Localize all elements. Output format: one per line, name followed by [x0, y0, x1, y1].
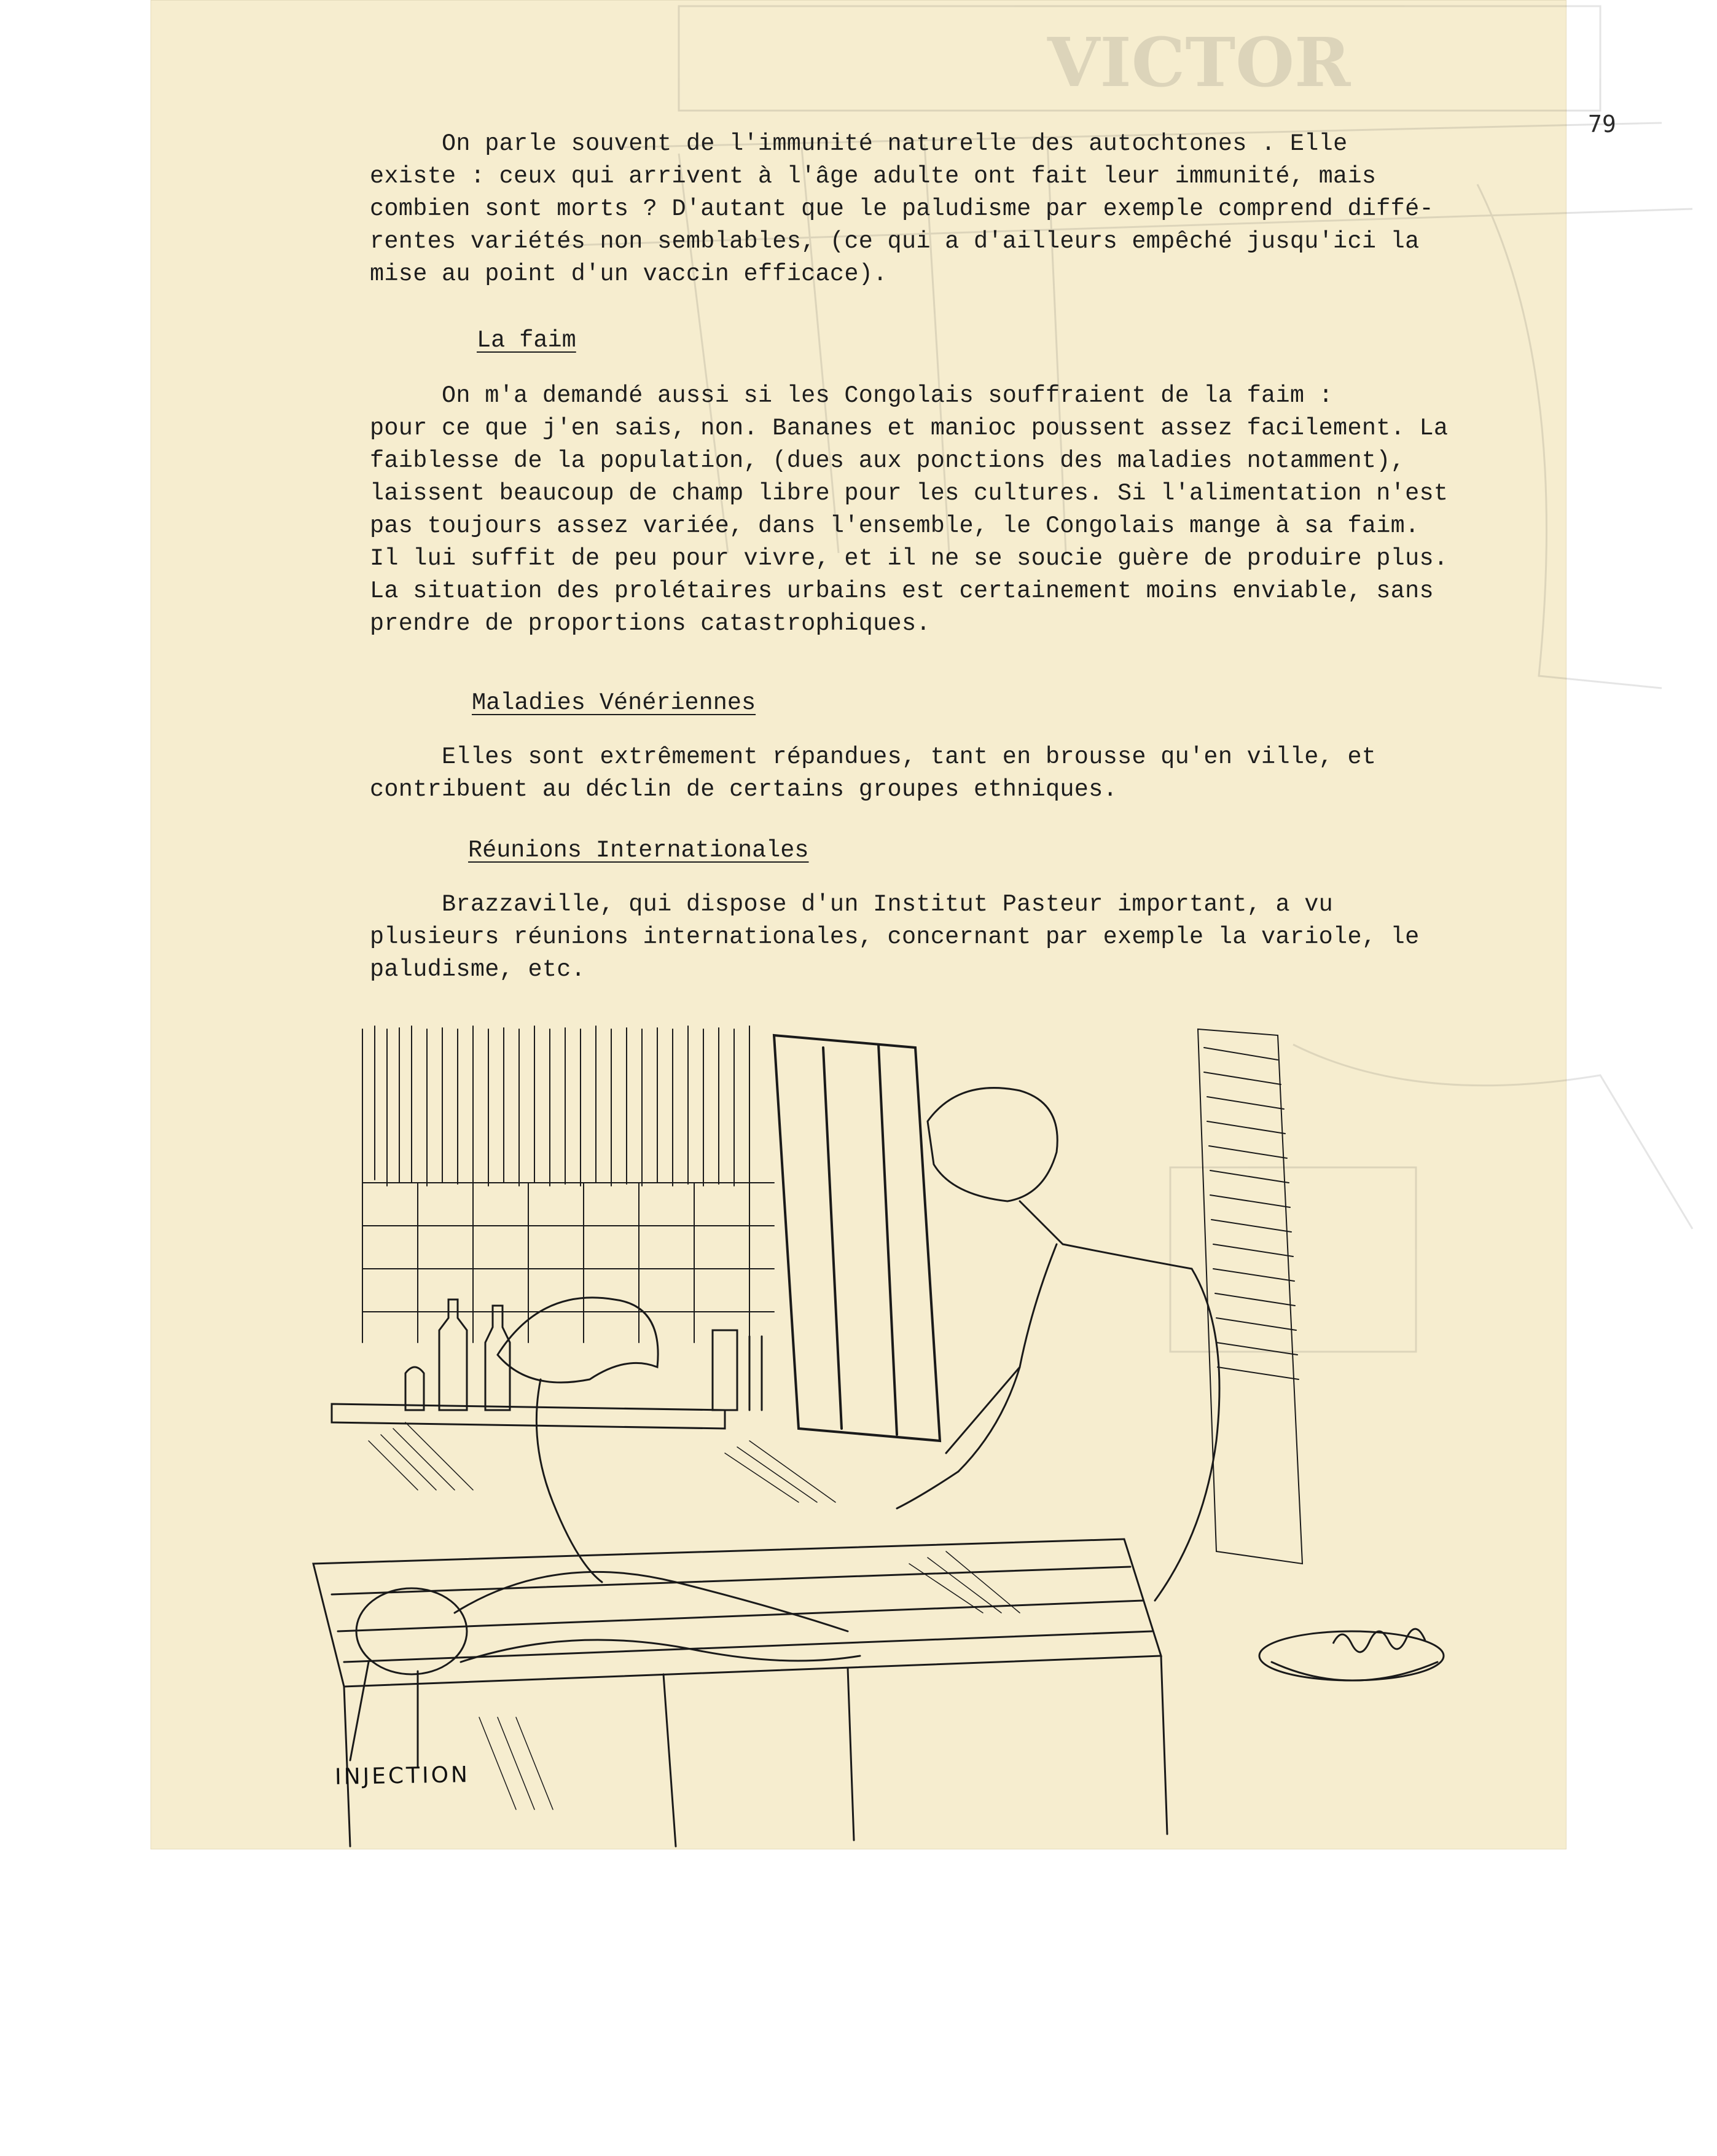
text-line: combien sont morts ? D'autant que le paludisme par exemple comprend diffé- [370, 195, 1434, 222]
bed [313, 1539, 1167, 1846]
intro-paragraph [370, 128, 1469, 291]
text-line: faiblesse de la population, (dues aux ponctions des maladies notamment), [370, 447, 1406, 474]
text-line: La situation des prolétaires urbains est certainement moins enviable, sans [370, 578, 1434, 605]
shading [369, 1422, 1020, 1809]
bleed-through-lettering: VICTOR [1047, 23, 1351, 102]
illustration-caption: INJECTION [334, 1762, 471, 1790]
window-frame [774, 1035, 940, 1441]
text-line: On m'a demandé aussi si les Congolais souffraient de la faim : [370, 382, 1334, 409]
heading-maladies-veneriennes: Maladies Vénériennes [472, 689, 756, 716]
text-line: plusieurs réunions internationales, concernant par exemple la variole, le [370, 923, 1420, 951]
patient-figure [350, 1298, 860, 1766]
text-line: laissent beaucoup de champ libre pour les cultures. Si l'alimentation n'est [370, 480, 1449, 507]
heading-la-faim: La faim [477, 327, 576, 354]
text-line: existe : ceux qui arrivent à l'âge adulte ont fait leur immunité, mais [370, 163, 1377, 190]
text-line: rentes variétés non semblables, (ce qui a d'ailleurs empêché jusqu'ici la [370, 228, 1420, 255]
veneriennes-paragraph [370, 741, 1469, 806]
doctor-figure [897, 1088, 1219, 1601]
text-line: prendre de proportions catastrophiques. [370, 610, 931, 637]
text-line: Brazzaville, qui dispose d'un Institut Pasteur important, a vu [370, 891, 1334, 918]
page-number: 79 [1588, 111, 1616, 138]
wall-hatching [362, 1026, 749, 1186]
injection-illustration [295, 1011, 1499, 1859]
heading-reunions-internationales: Réunions Internationales [468, 837, 809, 864]
faim-paragraph [370, 380, 1469, 640]
tile-wall [362, 1183, 774, 1343]
text-line: mise au point d'un vaccin efficace). [370, 261, 888, 288]
basin [1259, 1631, 1444, 1680]
text-line: paludisme, etc. [370, 956, 586, 983]
text-line: contribuent au déclin de certains groupes ethniques. [370, 776, 1117, 803]
reunions-paragraph [370, 888, 1469, 986]
shelf-with-bottles [332, 1299, 762, 1429]
text-line: Il lui suffit de peu pour vivre, et il ne se soucie guère de produire plus. [370, 545, 1449, 572]
text-line: pour ce que j'en sais, non. Bananes et manioc poussent assez facilement. La [370, 415, 1449, 442]
text-line: Elles sont extrêmement répandues, tant en brousse qu'en ville, et [370, 743, 1377, 770]
shutter [1198, 1029, 1302, 1564]
text-line: On parle souvent de l'immunité naturelle des autochtones . Elle [370, 130, 1348, 157]
text-line: pas toujours assez variée, dans l'ensemble, le Congolais mange à sa faim. [370, 512, 1420, 539]
